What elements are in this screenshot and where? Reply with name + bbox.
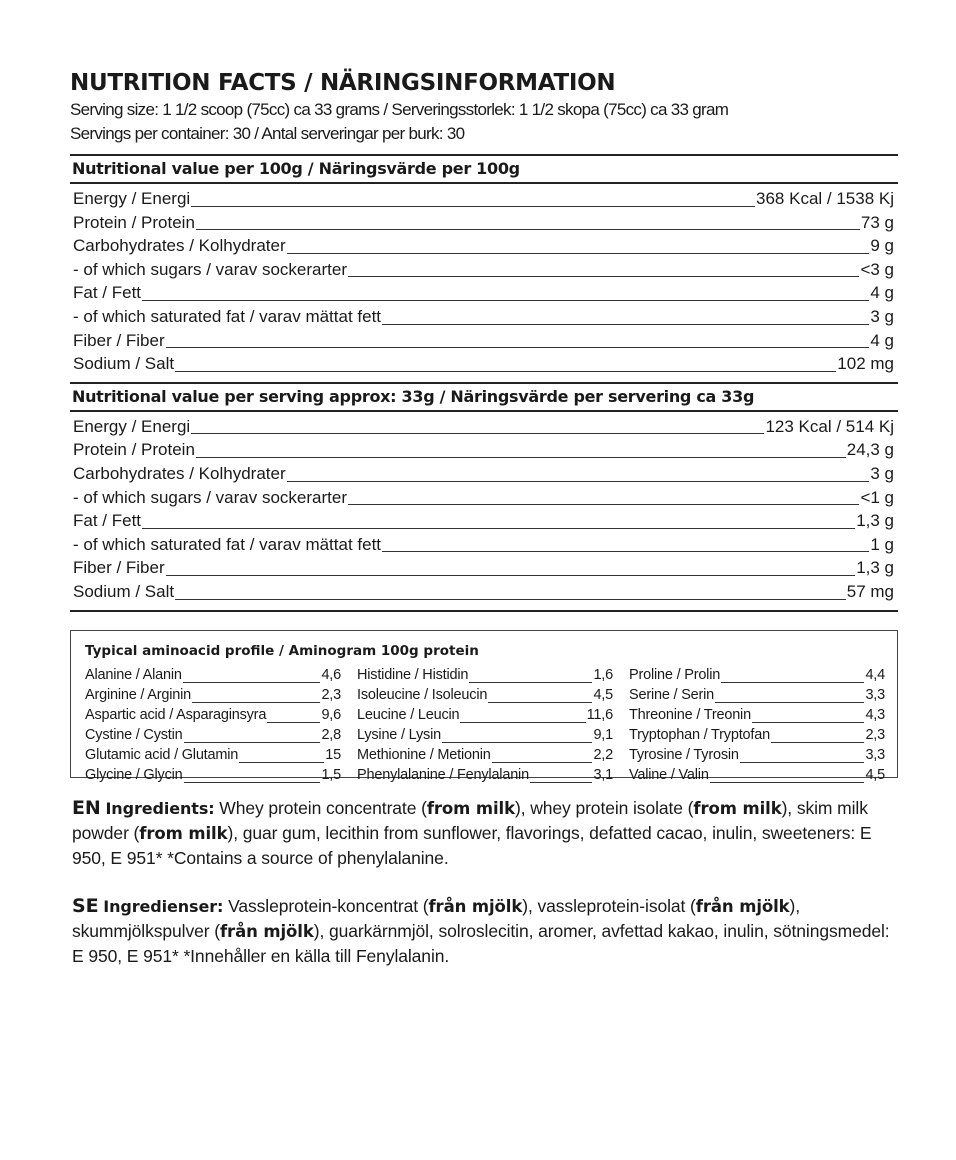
row-label: Sodium / Salt [73, 581, 175, 601]
table-row [73, 488, 894, 512]
row-label: - of which sugars / varav sockerarter [73, 487, 347, 507]
leader-line [184, 782, 321, 783]
table-row [73, 189, 894, 213]
row-label: - of which saturated fat / varav mättat fett [73, 534, 382, 554]
row-label: Carbohydrates / Kolhydrater [73, 463, 286, 483]
allergen-text: från mjölk [428, 896, 523, 916]
ingredient-text: ), guarkärnmjöl, solroslecitin, aromer, avfettad kakao, inulin, sötningsmedel: E 950, E 951* *Innehåller en källa till Fenylalanin. [72, 920, 890, 966]
row-value: 3 g [870, 463, 894, 483]
row-value: 2,8 [321, 726, 341, 743]
table-row [73, 307, 894, 331]
row-label: Isoleucine / Isoleucin [357, 686, 488, 703]
leader-line [196, 229, 860, 230]
leader-line [488, 702, 592, 703]
amino-columns [85, 667, 885, 788]
ingredient-text: ), vassleprotein-isolat ( [522, 895, 696, 916]
table-row [73, 464, 894, 488]
table-row [73, 331, 894, 355]
leader-line [192, 702, 320, 703]
row-label: Methionine / Metionin [357, 746, 491, 763]
row-label: Fiber / Fiber [73, 330, 165, 350]
table-row [357, 727, 613, 747]
per-100g-heading: Nutritional value per 100g / Näringsvärde per 100g [72, 159, 520, 178]
serving-size: Serving size: 1 1/2 scoop (75cc) ca 33 grams / Serveringsstorlek: 1 1/2 skopa (75cc) ca 33 gram [70, 100, 729, 119]
ingredients-en [70, 796, 898, 870]
row-label: Leucine / Leucin [357, 706, 460, 723]
row-value: 73 g [860, 212, 894, 232]
amino-column [629, 667, 885, 788]
table-row [73, 260, 894, 284]
row-value: 24,3 g [846, 440, 894, 460]
row-value: 1 g [870, 534, 894, 554]
leader-line [175, 599, 846, 600]
row-value: 9,6 [321, 706, 341, 723]
allergen-text: from milk [426, 798, 515, 818]
ingredients-heading: Ingredienser: [103, 896, 224, 916]
row-value: 15 [325, 746, 341, 763]
row-label: Threonine / Treonin [629, 706, 751, 723]
row-value: 3 g [870, 306, 894, 326]
per-100g-table [70, 184, 898, 382]
row-value: 102 mg [837, 354, 894, 374]
row-value: 3,1 [593, 766, 613, 783]
row-label: - of which sugars / varav sockerarter [73, 259, 347, 279]
table-row [85, 767, 341, 787]
row-value: 11,6 [586, 706, 613, 723]
row-value: 4 g [870, 283, 894, 303]
divider [70, 610, 898, 612]
leader-line [183, 682, 321, 683]
table-row [73, 511, 894, 535]
table-row [85, 727, 341, 747]
table-row [357, 747, 613, 767]
row-value: 2,3 [865, 726, 885, 743]
language-code: SE [72, 894, 99, 917]
row-value: 2,2 [593, 746, 613, 763]
leader-line [175, 371, 836, 372]
row-label: Tryptophan / Tryptofan [629, 726, 770, 743]
row-label: Protein / Protein [73, 212, 195, 232]
row-value: 4,6 [321, 666, 341, 683]
table-row [357, 767, 613, 787]
leader-line [142, 528, 855, 529]
leader-line [191, 433, 764, 434]
per-serving-table [70, 412, 898, 610]
leader-line [710, 782, 865, 783]
table-row [85, 707, 341, 727]
row-value: 1,6 [593, 666, 613, 683]
leader-line [348, 276, 859, 277]
row-value: 3,3 [865, 746, 885, 763]
row-label: Histidine / Histidin [357, 666, 469, 683]
table-row [73, 558, 894, 582]
nutrition-label [70, 68, 898, 968]
table-row [73, 283, 894, 307]
ingredients-heading: Ingredients: [105, 798, 215, 818]
table-row [73, 440, 894, 464]
row-label: Valine / Valin [629, 766, 709, 783]
row-value: <1 g [860, 487, 894, 507]
leader-line [442, 742, 592, 743]
row-label: Tyrosine / Tyrosin [629, 746, 739, 763]
row-value: 1,3 g [856, 558, 894, 578]
ingredient-text: ), skummjölkspulver ( [72, 895, 801, 941]
table-row [629, 707, 885, 727]
leader-line [239, 762, 324, 763]
allergen-text: från mjölk [695, 896, 790, 916]
allergen-text: from milk [139, 823, 228, 843]
row-value: 9 g [870, 236, 894, 256]
row-value: 123 Kcal / 514 Kj [765, 416, 894, 436]
row-label: Fat / Fett [73, 511, 142, 531]
row-value: 368 Kcal / 1538 Kj [756, 189, 894, 208]
table-row [357, 687, 613, 707]
ingredient-text: ), whey protein isolate ( [514, 797, 694, 818]
amino-column [357, 667, 613, 788]
ingredient-text: Vassleprotein-koncentrat ( [223, 895, 429, 916]
table-row [85, 687, 341, 707]
leader-line [142, 300, 869, 301]
row-label: Alanine / Alanin [85, 666, 182, 683]
row-label: Lysine / Lysin [357, 726, 441, 743]
row-label: Sodium / Salt [73, 354, 175, 374]
table-row [73, 354, 894, 378]
leader-line [721, 682, 864, 683]
row-value: 1,5 [321, 766, 341, 783]
amino-profile-title: Typical aminoacid profile / Aminogram 100g protein [85, 642, 479, 659]
row-label: Phenylalanine / Fenylalanin [357, 766, 529, 783]
row-value: 1,3 g [856, 511, 894, 531]
servings-per-container: Servings per container: 30 / Antal serveringar per burk: 30 [70, 124, 465, 143]
row-value: 4,5 [865, 766, 885, 783]
row-label: Energy / Energi [73, 189, 191, 208]
row-label: Glutamic acid / Glutamin [85, 746, 239, 763]
row-label: Fat / Fett [73, 283, 142, 303]
leader-line [184, 742, 321, 743]
leader-line [469, 682, 592, 683]
row-value: 57 mg [846, 581, 894, 601]
row-value: 4,5 [593, 686, 613, 703]
leader-line [752, 722, 864, 723]
leader-line [348, 504, 859, 505]
allergen-text: from milk [693, 798, 782, 818]
ingredient-text: Whey protein concentrate ( [214, 797, 427, 818]
leader-line [715, 702, 864, 703]
row-label: Proline / Prolin [629, 666, 721, 683]
leader-line [460, 722, 585, 723]
table-row [629, 767, 885, 787]
leader-line [382, 551, 869, 552]
table-row [73, 582, 894, 606]
table-row [85, 667, 341, 687]
leader-line [267, 722, 320, 723]
table-row [357, 707, 613, 727]
table-row [73, 417, 894, 441]
language-code: EN [72, 796, 101, 819]
row-value: 4 g [870, 330, 894, 350]
table-row [629, 727, 885, 747]
leader-line [492, 762, 593, 763]
table-row [73, 535, 894, 559]
row-label: Arginine / Arginin [85, 686, 192, 703]
row-label: Cystine / Cystin [85, 726, 183, 743]
page-title: NUTRITION FACTS / NÄRINGSINFORMATION [70, 70, 616, 96]
per-serving-heading: Nutritional value per serving approx: 33g / Näringsvärde per servering ca 33g [72, 386, 755, 406]
row-value: 3,3 [865, 686, 885, 703]
leader-line [196, 457, 846, 458]
row-label: Serine / Serin [629, 686, 715, 703]
row-label: Protein / Protein [73, 440, 195, 460]
row-value: 4,4 [865, 666, 885, 683]
leader-line [740, 762, 865, 763]
ingredients-se [70, 894, 898, 968]
leader-line [166, 347, 870, 348]
row-label: - of which saturated fat / varav mättat fett [73, 306, 382, 326]
row-value: <3 g [860, 259, 894, 279]
row-value: 4,3 [865, 706, 885, 723]
amino-profile-box [70, 630, 898, 783]
row-label: Fiber / Fiber [73, 558, 165, 578]
table-row [73, 213, 894, 237]
leader-line [191, 206, 755, 207]
row-value: 9,1 [593, 726, 613, 743]
ingredient-text: ), skim milk powder ( [72, 797, 868, 843]
row-label: Carbohydrates / Kolhydrater [73, 236, 286, 256]
row-label: Energy / Energi [73, 416, 191, 436]
table-row [629, 747, 885, 767]
row-label: Aspartic acid / Asparaginsyra [85, 706, 267, 723]
ingredient-text: ), guar gum, lecithin from sunflower, flavorings, defatted cacao, inulin, sweeteners: E 950, E 951* *Contains a source of phenylalanine. [72, 822, 872, 868]
row-value: 2,3 [321, 686, 341, 703]
allergen-text: från mjölk [219, 921, 314, 941]
table-row [629, 667, 885, 687]
table-row [85, 747, 341, 767]
table-row [629, 687, 885, 707]
table-row [73, 236, 894, 260]
leader-line [287, 481, 870, 482]
row-label: Glycine / Glycin [85, 766, 183, 783]
amino-column [85, 667, 341, 788]
leader-line [530, 782, 592, 783]
leader-line [166, 575, 856, 576]
table-row [357, 667, 613, 687]
leader-line [287, 253, 870, 254]
leader-line [382, 324, 869, 325]
leader-line [771, 742, 864, 743]
